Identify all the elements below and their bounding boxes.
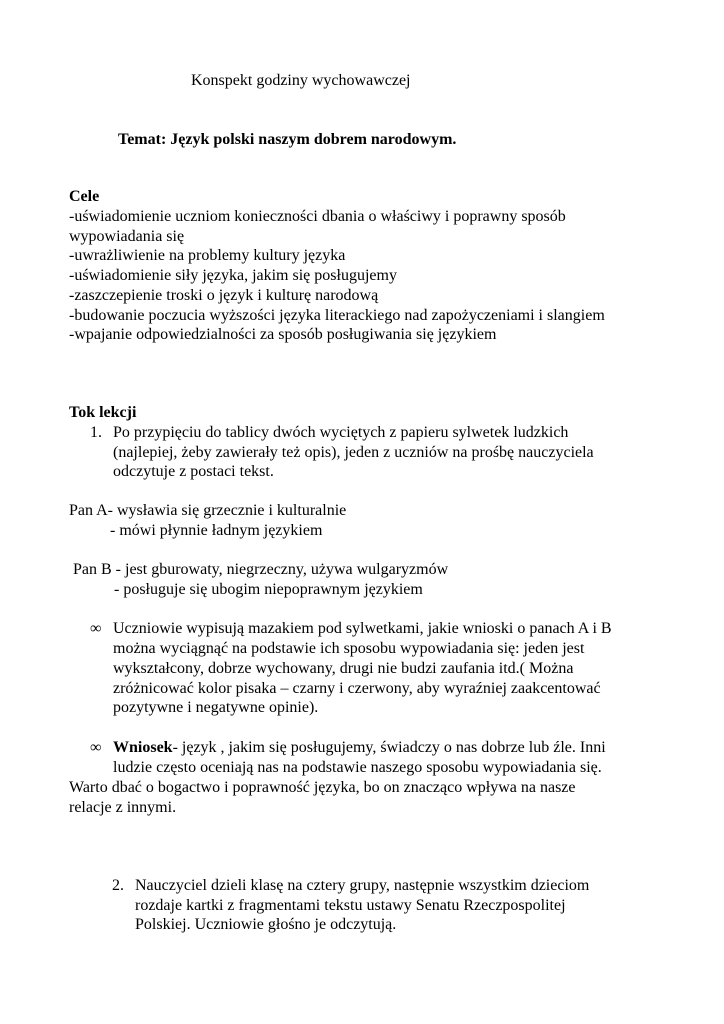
step-line: odczytuje z postaci tekst. <box>113 463 274 480</box>
goal-line: wypowiadania się <box>69 228 185 245</box>
conclusion-text: - język , jakim się posługujemy, świadczy o nas dobrze lub źle. Inni <box>172 739 606 756</box>
infinity-bullet-icon: ∞ <box>90 739 102 756</box>
bullet-line: Uczniowie wypisują mazakiem pod sylwetkami, jakie wnioski o panach A i B <box>113 620 612 637</box>
bullet-line: wykształcony, dobrze wychowany, drugi nie budzi zaufania itd.( Można <box>113 660 574 677</box>
conclusion-line: ludzie często oceniają nas na podstawie naszego sposobu wypowiadania się. <box>113 759 602 776</box>
goal-line: -uświadomienie siły języka, jakim się posługujemy <box>69 267 397 284</box>
conclusion-label: Wniosek <box>113 739 173 756</box>
step-line: (najlepiej, żeby zawierały też opis), jeden z uczniów na prośbę nauczyciela <box>113 444 594 461</box>
document-title: Konspekt godziny wychowawczej <box>191 72 411 89</box>
lesson-heading: Tok lekcji <box>69 404 137 421</box>
conclusion-line <box>113 738 606 758</box>
step-number: 1. <box>90 424 102 441</box>
infinity-bullet-icon: ∞ <box>90 620 102 637</box>
pan-a-line: Pan A- wysławia się grzecznie i kulturalnie <box>69 502 347 519</box>
step-line: Nauczyciel dzieli klasę na cztery grupy, następnie wszystkim dzieciom <box>135 877 590 894</box>
goal-line: -uwrażliwienie na problemy kultury języka <box>69 247 346 264</box>
lesson-topic: Temat: Język polski naszym dobrem narodowym. <box>118 131 457 148</box>
step-line: Polskiej. Uczniowie głośno je odczytują. <box>135 916 397 933</box>
step-number: 2. <box>112 877 124 894</box>
goal-line: -zaszczepienie troski o język i kulturę narodową <box>69 287 379 304</box>
conclusion-line: relacje z innymi. <box>69 799 177 816</box>
pan-b-line: Pan B - jest gburowaty, niegrzeczny, używa wulgaryzmów <box>73 561 449 578</box>
bullet-line: zróżnicować kolor pisaka – czarny i czerwony, aby wyraźniej zaakcentować <box>113 680 601 697</box>
conclusion-line: Warto dbać o bogactwo i poprawność języka, bo on znacząco wpływa na nasze <box>69 779 576 796</box>
goal-line: -wpajanie odpowiedzialności za sposób posługiwania się językiem <box>69 326 497 343</box>
bullet-line: pozytywne i negatywne opinie). <box>113 699 319 716</box>
pan-b-line: - posługuje się ubogim niepoprawnym językiem <box>114 581 423 598</box>
step-line: rozdaje kartki z fragmentami tekstu ustawy Senatu Rzeczpospolitej <box>135 897 566 914</box>
pan-a-line: - mówi płynnie ładnym językiem <box>110 522 323 539</box>
step-line: Po przypięciu do tablicy dwóch wyciętych z papieru sylwetek ludzkich <box>113 424 569 441</box>
bullet-line: można wyciągnąć na podstawie ich sposobu wypowiadania się: jeden jest <box>113 640 585 657</box>
goals-heading: Cele <box>69 188 100 205</box>
goal-line: -budowanie poczucia wyższości języka literackiego nad zapożyczeniami i slangiem <box>69 307 605 324</box>
goal-line: -uświadomienie uczniom konieczności dbania o właściwy i poprawny sposób <box>69 208 566 225</box>
